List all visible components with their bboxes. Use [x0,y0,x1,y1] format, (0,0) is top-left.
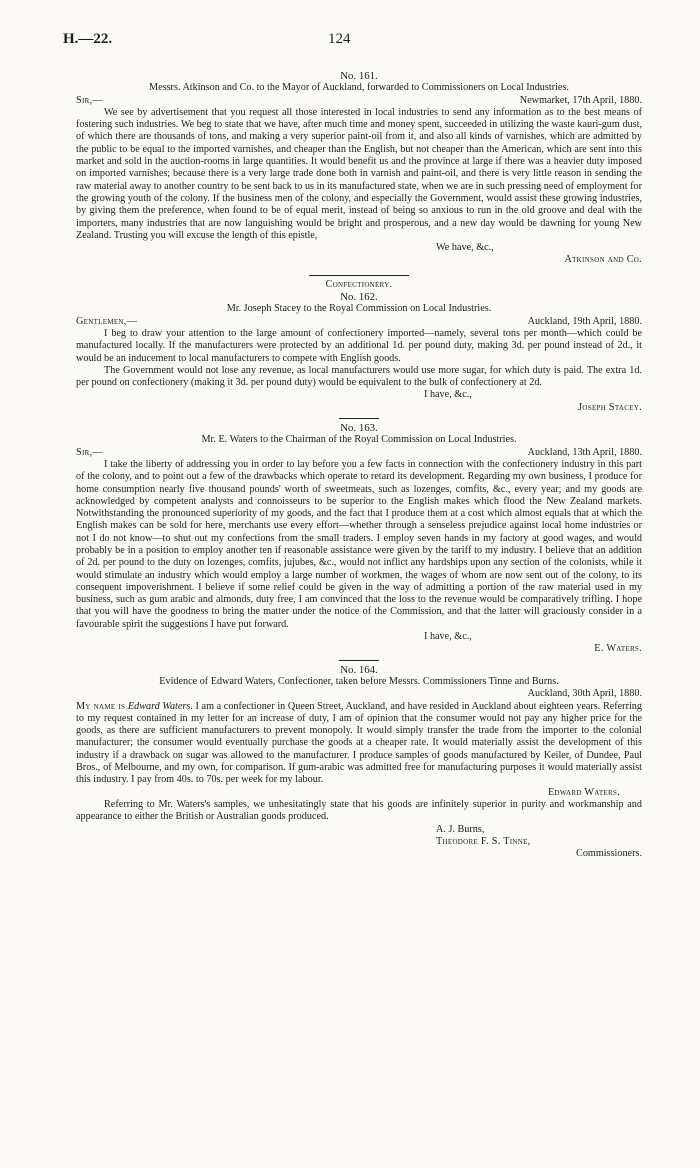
witness-signature: Edward Waters. [547,786,620,798]
letter-161-salutation: Sir,— [76,94,103,106]
letter-161-signature: Atkinson and Co. [564,254,642,266]
letter-163-salutation: Sir,— [76,446,103,458]
letter-divider [339,660,379,661]
letter-162-signature: Joseph Stacey. [578,401,642,413]
letter-161-heading: Messrs. Atkinson and Co. to the Mayor of Auckland, forwarded to Commissioners on Local Industries. [149,82,569,94]
document-body [76,70,642,860]
commissioners-title: Commissioners. [576,848,642,860]
letter-163-number: No. 163. [340,422,378,435]
evidence-lead: My name is [76,700,126,712]
letter-162-closing: I have, &c., [424,389,472,401]
paper-reference: H.—22. [63,31,113,47]
letter-164-number: No. 164. [340,663,378,676]
letter-162-heading: Mr. Joseph Stacey to the Royal Commission on Local Industries. [226,303,492,315]
letter-163-body: I take the liberty of addressing you in order to lay before you a few facts in connection with the confectionery industry in this part of the colony, and to point out a few of the drawbacks which operate to retard its development. Regarding my own business, I produce for home consumption nearly five thousand pounds' worth of sweetmeats, such as lozenges, comfits, &c., every year; and my goods are acknowledged by competent analysts and connoisseurs to be superior to the English makes which flood the New Zealand markets. Notwithstanding the pronounced superiority of my goods, and the fact that I produce them at a cost which almost equals that at which the English makes can be sold for here, merchants use every effort—whether through a senseless prejudice against local home industries or not I do not know—to shut out my confections from the small traders. I employ seven hands in my factory at good wages, and would probably be in a position to employ another ten if reasonable assistance were given by the tariff to my industry. I believe that an addition of 2d. per pound to the duty on lozenges, comfits, jujubes, &c., would not inflict any hardships upon any section of the colonists, while it would stimulate an industry which would employ a large number of workmen, the wages of whom are now sent out of the colony, to its consequent impoverishment. I believe if some relief could be given in the way of admitting a portion of the raw material used in my business, such as gum arabic and almonds, duty free, I am convinced that the loss to the revenue would be comparatively trifling. I hope that you will have the goodness to bring the matter under the notice of the Commission, and that the latter will graciously consider in a favourable spirit the suggestions I have put forward. [76,458,642,630]
letter-162-number: No. 162. [340,291,378,304]
section-divider [309,275,409,276]
letter-163-heading: Mr. E. Waters to the Chairman of the Royal Commission on Local Industries. [201,434,517,446]
letter-161-place-date: Newmarket, 17th April, 1880. [519,94,642,106]
commissioner-signature-2: Theodore F. S. Tinne, [436,835,531,847]
section-title: Confectionery. [325,278,393,290]
letter-162-salutation: Gentlemen,— [76,315,138,327]
letter-161-closing: We have, &c., [436,242,494,254]
letter-163-closing: I have, &c., [424,631,472,643]
letter-162-place-date: Auckland, 19th April, 1880. [527,315,642,327]
letter-163-signature: E. Waters. [594,643,642,655]
letter-161-body: We see by advertisement that you request all those interested in local industries to send any information as to the best means of fostering such industries. We beg to state that we have, after much time and money spent, succeeded in utilizing the waste kauri-gum dust, of which there are thousands of tons, and making a very superior paint-oil from it, and also all kinds of varnishes, which are admitted by the public to be equal to the imported varnishes, and cheaper than the English, but not cheaper than the American, which are sent into this market and sold in the auction-rooms in large quantities. It would benefit us and the province at large if there was a heavier duty imposed on imported varnishes; because there is a very large trade done both in varnish and paint-oil, and there is very little reason in sending the raw material away to another country to be sent back to us in its manufactured state, when we are in such pressing need of employment for the growing youth of the colony. If the business men of the colony, and especially the Government, would assist these growing industries, by giving them the preference, when found to be of equal merit, instead of being so anxious to run in the old groove and deal with the importers, many industries that are now languishing would be bright and prosperous, and a new day would be dawning for young New Zealand. Trusting you will excuse the length of this epistle, [76,106,642,241]
letter-163-place-date: Auckland, 13th April, 1880. [527,446,642,458]
commissioners-comment: Referring to Mr. Waters's samples, we unhesitatingly state that his goods are infinitely superior in purity and workmanship and appearance to either the British or Australian goods produced. [76,798,642,823]
witness-name: Edward Waters. [127,700,193,712]
page-header [63,33,643,51]
commissioner-signature-1: A. J. Burns, [436,823,485,835]
letter-163-opening [76,447,642,459]
letter-164-heading: Evidence of Edward Waters, Confectioner, taken before Messrs. Commissioners Tinne and Burns. [159,675,559,687]
letter-161-number: No. 161. [340,70,378,82]
page-number: 124 [328,31,351,47]
letter-161-opening [76,95,642,107]
letter-162-opening [76,316,642,328]
evidence-text: I am a confectioner in Queen Street, Auckland, and have resided in Auckland about eighteen years. Referring to my request contained in my letter for an increase of duty, I am of opinion that the consumer would not pay any higher price for the goods, as there are sufficient manufacturers to prevent monopoly. It would simply transfer the trade from the importer to the colonial manufacturer; the consumer would eventually purchase the goods at a cheaper rate. It would materially assist the development of this industry if a drawback on sugar was allowed to the manufacturer. I produce samples of goods manufactured by Keiler, of Dundee, Paul Bros., of Melbourne, and my own, for comparison. If gum-arabic was admitted free for manufacturing purposes it would materially assist this industry. I pay from 40s. to 70s. per week for my labour. [76,700,642,786]
letter-162-body-2: The Government would not lose any revenue, as local manufacturers would use more sugar, for which duty is paid. The extra 1d. per pound on confectionery (making it 3d. per pound duty) would be equivalent to the bulk of confectionery at 2d. [76,364,642,389]
letter-164-place-date: Auckland, 30th April, 1880. [527,688,642,700]
letter-164-body [76,701,642,787]
letter-divider [339,418,379,419]
letter-162-body-1: I beg to draw your attention to the large amount of confectionery imported—namely, several tons per month—which could be manufactured locally. If the manufacturers were protected by an additional 1d. per pound duty, making 3d. per pound instead of 2d., it would be an inducement to local manufacturers to compete with English goods. [76,327,642,364]
